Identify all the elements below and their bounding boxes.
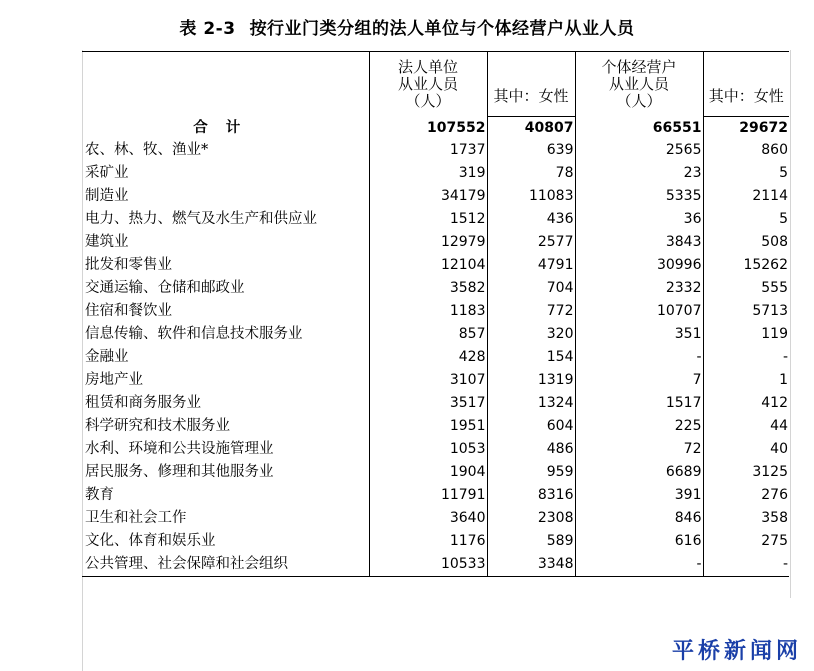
individual-employees: 10707 [575,300,703,323]
individual-female: 119 [703,323,789,346]
individual-female: 412 [703,392,789,415]
industry-name: 科学研究和技术服务业 [85,418,230,434]
table-row [82,231,789,254]
individual-employees: 3843 [575,231,703,254]
legal-employees: 319 [369,162,487,185]
legal-employees: 34179 [369,185,487,208]
legal-employees: 12104 [369,254,487,277]
header-individual-employees: 个体经营户 从业人员 （人） [575,52,703,117]
legal-employees: 3107 [369,369,487,392]
table-row [82,530,789,553]
legal-employees: 11791 [369,484,487,507]
legal-female: 486 [487,438,575,461]
individual-employees: 36 [575,208,703,231]
industry-name: 水利、环境和公共设施管理业 [85,441,274,457]
individual-employees: 6689 [575,461,703,484]
legal-female: 639 [487,139,575,162]
header-row-1 [82,52,789,76]
industry-name: 电力、热力、燃气及水生产和供应业 [85,211,317,227]
legal-female: 320 [487,323,575,346]
individual-employees: 7 [575,369,703,392]
individual-employees: 72 [575,438,703,461]
industry-name: 教育 [85,487,114,503]
legal-employees: 3582 [369,277,487,300]
industry-name: 农、林、牧、渔业* [85,142,209,158]
total-legal: 107552 [369,117,487,140]
individual-female: 5 [703,208,789,231]
legal-female: 2577 [487,231,575,254]
legal-female: 2308 [487,507,575,530]
industry-name: 交通运输、仓储和邮政业 [85,280,245,296]
table-row [82,484,789,507]
individual-female: 2114 [703,185,789,208]
individual-employees: - [575,553,703,577]
individual-female: 276 [703,484,789,507]
table-title [0,14,814,39]
legal-employees: 1737 [369,139,487,162]
table-row [82,185,789,208]
industry-name: 房地产业 [85,372,143,388]
legal-employees: 3517 [369,392,487,415]
legal-employees: 1183 [369,300,487,323]
individual-female: 15262 [703,254,789,277]
industry-name: 建筑业 [85,234,129,250]
table-row [82,392,789,415]
employment-table [82,51,789,577]
industry-name: 信息传输、软件和信息技术服务业 [85,326,303,342]
table-row [82,438,789,461]
industry-name: 租赁和商务服务业 [85,395,201,411]
header-blank-cell [703,52,789,76]
individual-employees: 846 [575,507,703,530]
legal-employees: 3640 [369,507,487,530]
individual-female: 40 [703,438,789,461]
industry-name: 批发和零售业 [85,257,172,273]
industry-name: 居民服务、修理和其他服务业 [85,464,274,480]
industry-name: 住宿和餐饮业 [85,303,172,319]
legal-employees: 857 [369,323,487,346]
total-legal-female: 40807 [487,117,575,140]
industry-name: 金融业 [85,349,129,365]
industry-name: 卫生和社会工作 [85,510,187,526]
individual-female: 5713 [703,300,789,323]
individual-employees: 2332 [575,277,703,300]
individual-female: 358 [703,507,789,530]
legal-female: 8316 [487,484,575,507]
total-label: 合计 [193,118,259,136]
legal-employees: 10533 [369,553,487,577]
legal-female: 772 [487,300,575,323]
industry-name: 文化、体育和娱乐业 [85,533,216,549]
table-row [82,300,789,323]
legal-employees: 1512 [369,208,487,231]
individual-female: 508 [703,231,789,254]
legal-employees: 1176 [369,530,487,553]
legal-female: 436 [487,208,575,231]
legal-female: 11083 [487,185,575,208]
legal-female: 1319 [487,369,575,392]
legal-female: 959 [487,461,575,484]
individual-employees: 351 [575,323,703,346]
total-individual-female: 29672 [703,117,789,140]
individual-employees: 30996 [575,254,703,277]
table-row [82,461,789,484]
table-row [82,254,789,277]
individual-employees: 225 [575,415,703,438]
legal-female: 4791 [487,254,575,277]
individual-female: 44 [703,415,789,438]
individual-female: 275 [703,530,789,553]
table-row [82,323,789,346]
header-blank-cell [487,52,575,76]
individual-employees: 5335 [575,185,703,208]
individual-female: 3125 [703,461,789,484]
header-individual-female: 其中：女性 [703,75,789,117]
individual-employees: - [575,346,703,369]
individual-female: 860 [703,139,789,162]
industry-name: 公共管理、社会保障和社会组织 [82,553,369,577]
legal-female: 704 [487,277,575,300]
industry-name: 采矿业 [85,165,129,181]
table-row [82,139,789,162]
table-number: 表 2-3 [179,19,236,39]
legal-employees: 428 [369,346,487,369]
grid-guide [790,50,791,598]
table-row [82,208,789,231]
table-caption: 按行业门类分组的法人单位与个体经营户从业人员 [249,19,635,39]
table-row [82,162,789,185]
individual-employees: 2565 [575,139,703,162]
legal-employees: 1951 [369,415,487,438]
total-row [82,117,789,140]
legal-employees: 1904 [369,461,487,484]
individual-female: - [703,553,789,577]
individual-female: - [703,346,789,369]
legal-employees: 1053 [369,438,487,461]
individual-employees: 1517 [575,392,703,415]
individual-employees: 391 [575,484,703,507]
table-row [82,415,789,438]
legal-female: 3348 [487,553,575,577]
table-row [82,507,789,530]
header-legal-employees: 法人单位 从业人员 （人） [369,52,487,117]
legal-female: 78 [487,162,575,185]
legal-female: 1324 [487,392,575,415]
individual-employees: 23 [575,162,703,185]
legal-employees: 12979 [369,231,487,254]
header-industry-cell [82,52,369,117]
individual-female: 5 [703,162,789,185]
legal-female: 604 [487,415,575,438]
table-row [82,277,789,300]
legal-female: 154 [487,346,575,369]
individual-employees: 616 [575,530,703,553]
individual-female: 1 [703,369,789,392]
header-legal-female: 其中：女性 [487,75,575,117]
individual-female: 555 [703,277,789,300]
industry-name: 制造业 [85,188,129,204]
site-watermark: 平桥新闻网 [671,638,802,664]
table-row [82,369,789,392]
table-row [82,346,789,369]
table-row [82,553,789,577]
legal-female: 589 [487,530,575,553]
total-individual: 66551 [575,117,703,140]
